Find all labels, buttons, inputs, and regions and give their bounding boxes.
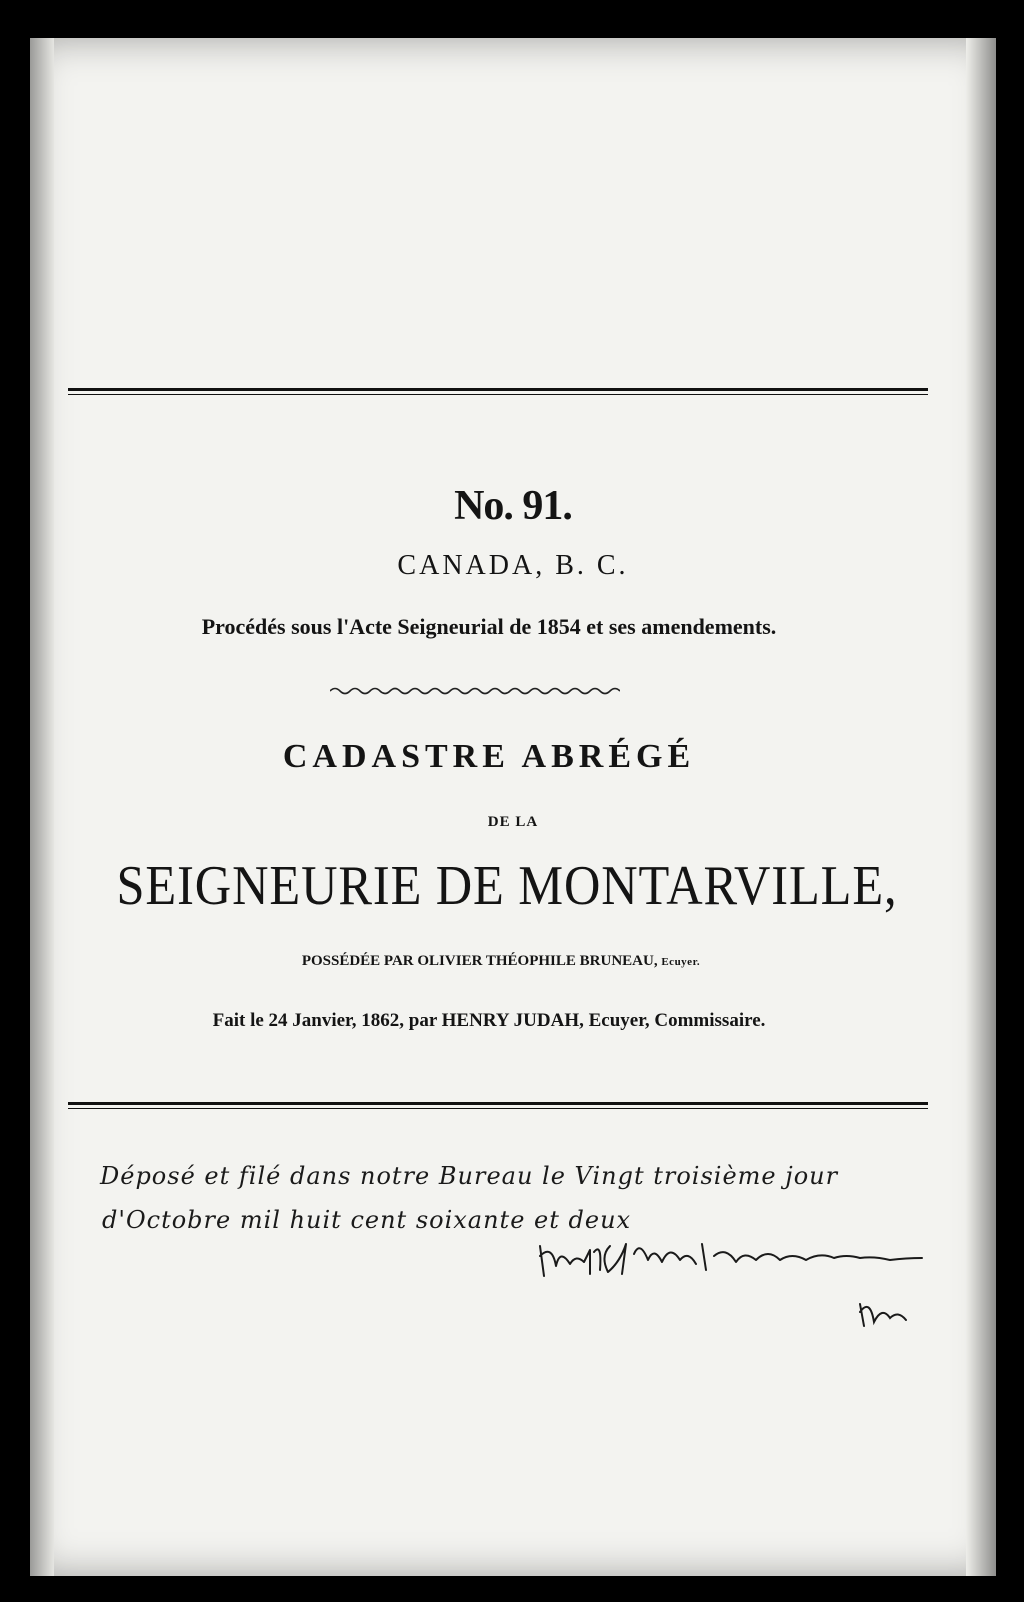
owner-line xyxy=(30,953,984,970)
page-edge-right xyxy=(966,38,996,1576)
handwritten-signature xyxy=(530,1226,950,1336)
proceedings-line: Procédés sous l'Acte Seigneurial de 1854 et ses amendements. xyxy=(201,614,777,639)
wavy-divider xyxy=(330,686,620,696)
cadastre-title: CADASTRE ABRÉGÉ xyxy=(282,738,696,775)
made-by-line: Fait le 24 Janvier, 1862, par HENRY JUDAH, Ecuyer, Commissaire. xyxy=(212,1010,766,1031)
document-page xyxy=(30,38,996,1576)
de-la-label: DE LA xyxy=(487,814,539,830)
seigneurie-title: SEIGNEURIE DE MONTARVILLE, xyxy=(116,855,898,917)
bottom-rule xyxy=(68,1102,928,1109)
document-number: No. 91. xyxy=(454,483,572,529)
owner-title: Ecuyer. xyxy=(661,956,701,968)
owner-name: POSSÉDÉE PAR OLIVIER THÉOPHILE BRUNEAU, xyxy=(301,953,662,969)
page-edge-left xyxy=(30,38,54,1576)
handwritten-note-line-2: d'Octobre mil huit cent soixante et deux xyxy=(102,1206,632,1234)
handwritten-note-line-1: Déposé et filé dans notre Bureau le Vingt troisième jour xyxy=(100,1162,839,1190)
top-rule xyxy=(68,388,928,395)
location-heading: CANADA, B. C. xyxy=(397,550,629,581)
